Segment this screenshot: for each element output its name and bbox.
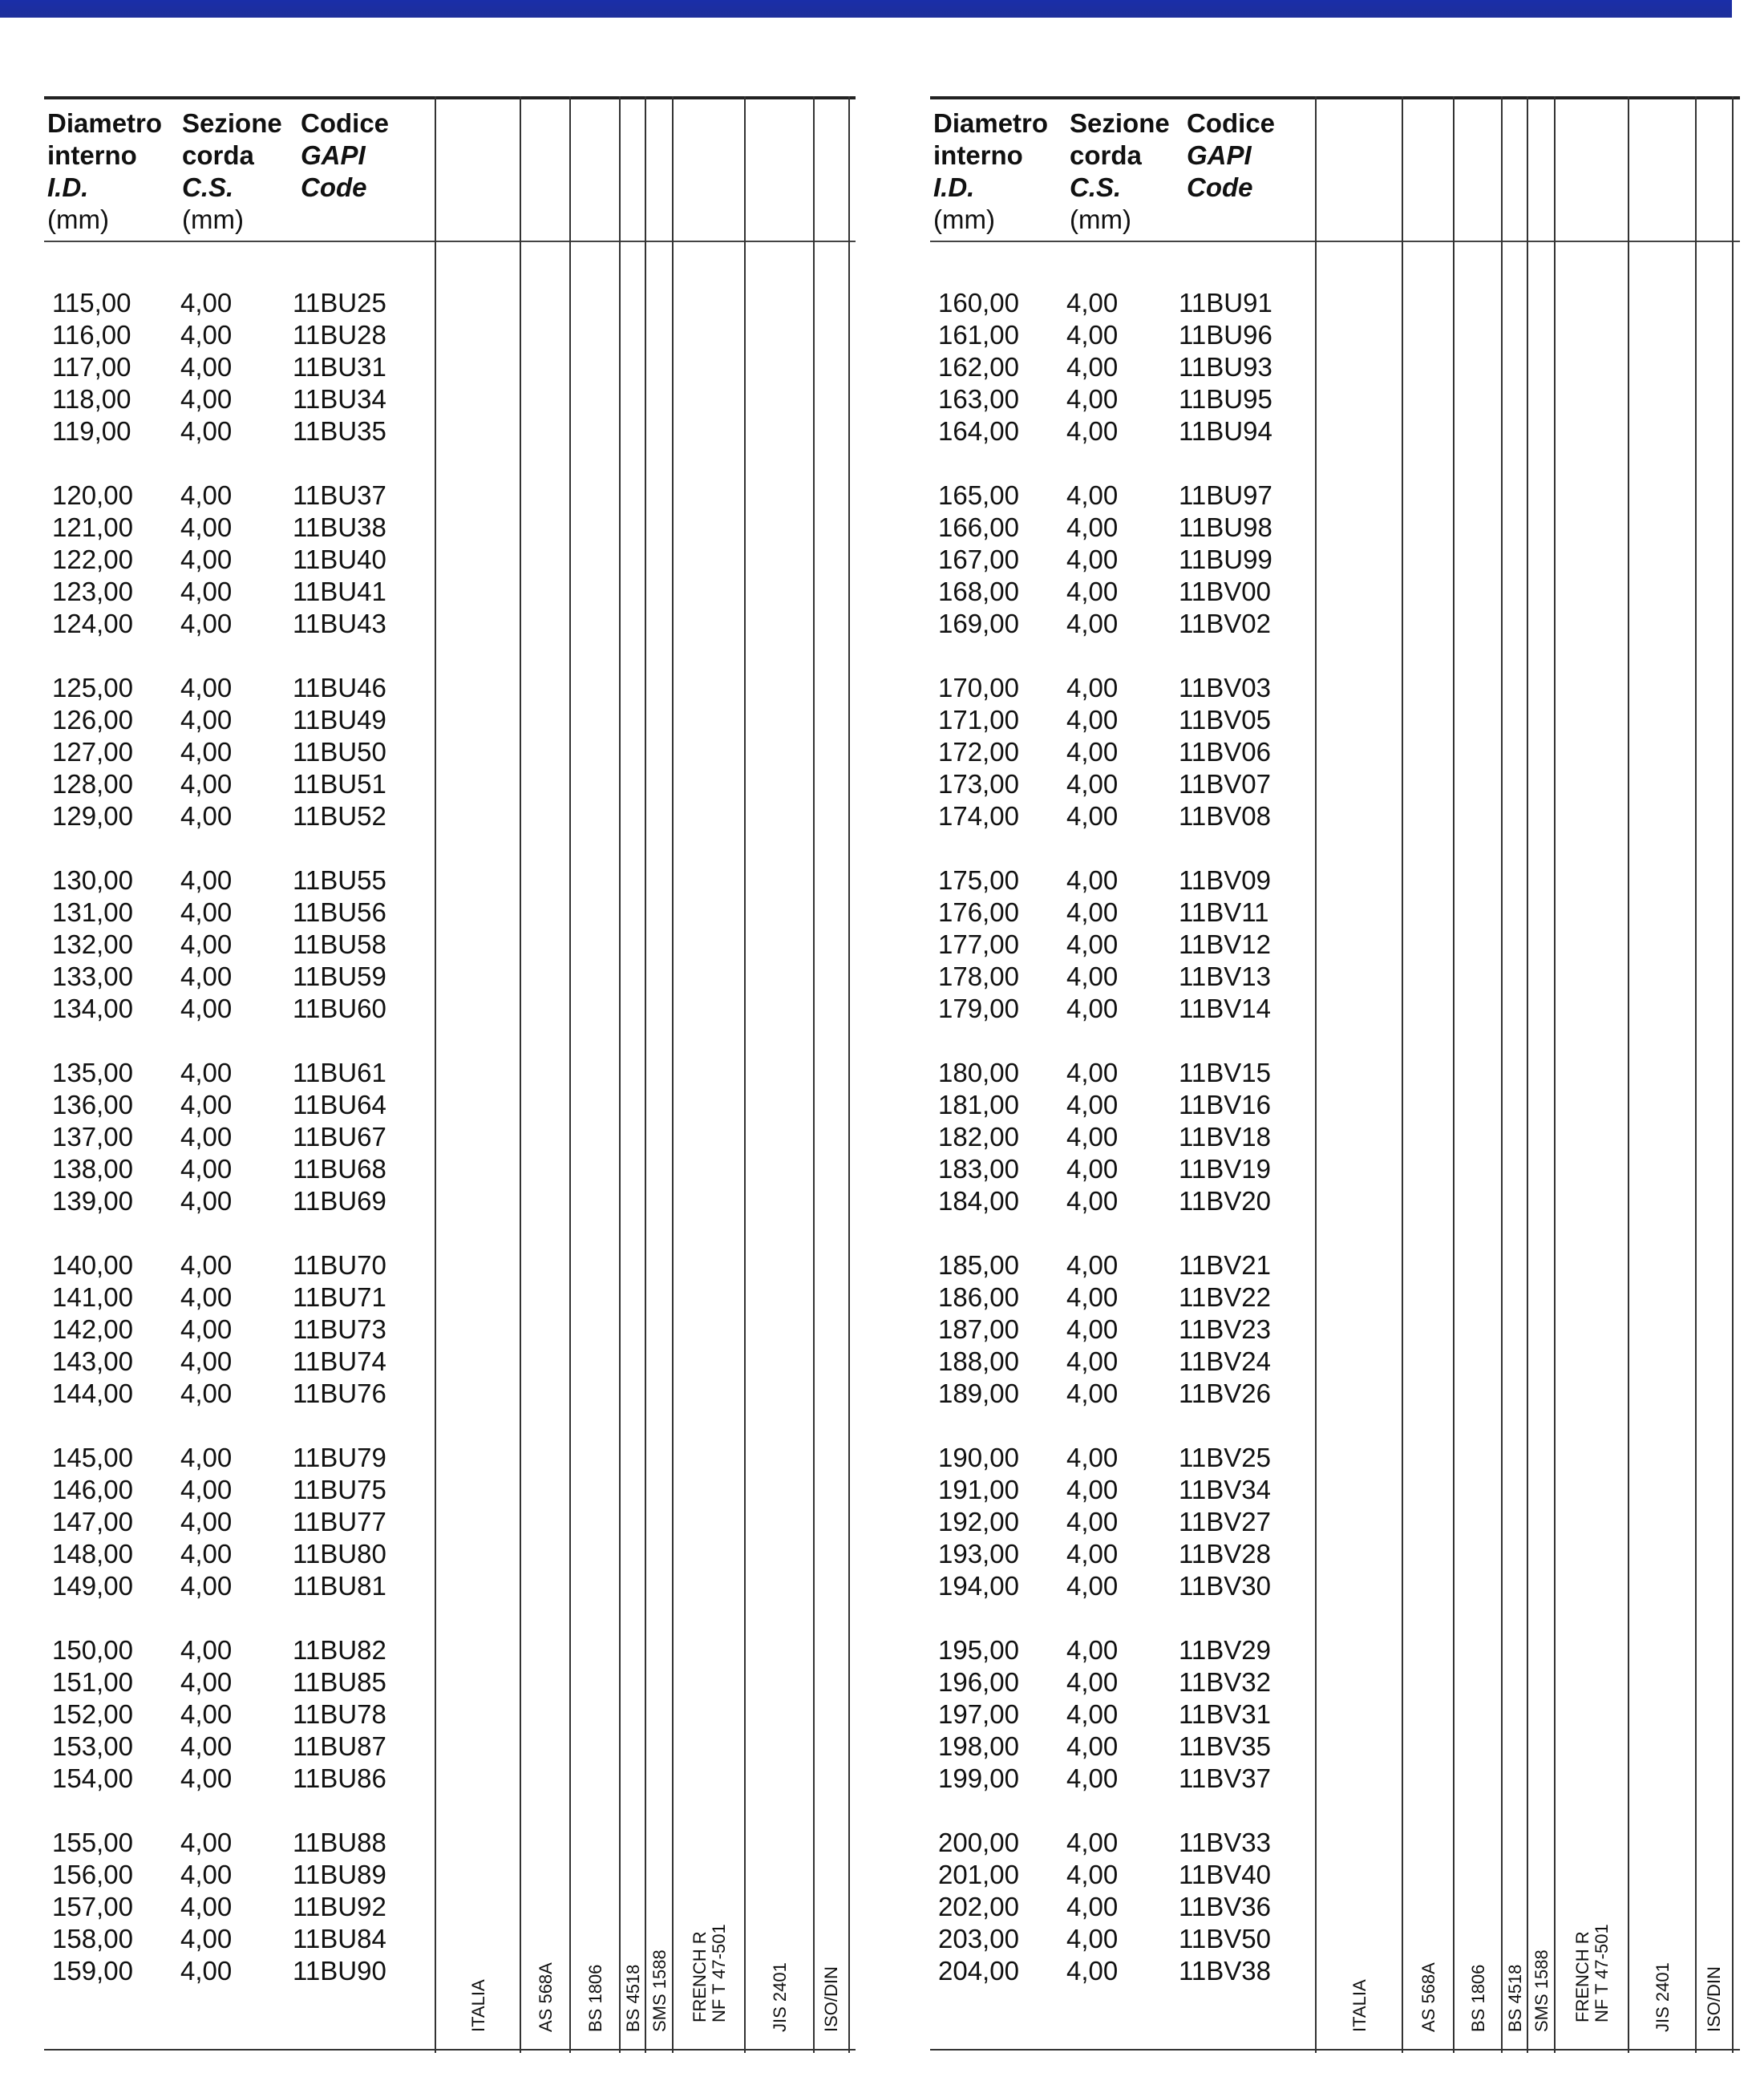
diameter-cell: 171,00	[938, 705, 1019, 735]
diameter-cell: 130,00	[52, 865, 133, 895]
code-cell: 11BV35	[1179, 1731, 1271, 1761]
code-cell: 11BU84	[293, 1924, 386, 1953]
code-cell: 11BV11	[1179, 897, 1269, 927]
diameter-cell: 193,00	[938, 1539, 1019, 1569]
diameter-cell: 204,00	[938, 1956, 1019, 1986]
diameter-cell: 147,00	[52, 1507, 133, 1536]
code-cell: 11BV00	[1179, 577, 1271, 606]
diameter-cell: 158,00	[52, 1924, 133, 1953]
code-cell: 11BU68	[293, 1154, 386, 1184]
code-cell: 11BU88	[293, 1828, 386, 1857]
section-cell: 4,00	[180, 1828, 233, 1857]
diameter-cell: 141,00	[52, 1282, 133, 1312]
diameter-cell: 146,00	[52, 1475, 133, 1504]
code-cell: 11BV26	[1179, 1378, 1271, 1408]
column-bs1806: BS 1806	[569, 96, 621, 2053]
section-cell: 4,00	[1066, 1507, 1119, 1536]
diameter-cell: 165,00	[938, 480, 1019, 510]
code-cell: 11BV16	[1179, 1090, 1271, 1119]
diameter-cell: 128,00	[52, 769, 133, 799]
section-cell: 4,00	[180, 1892, 233, 1921]
column-french: FRENCH R NF T 47-501	[1554, 96, 1629, 2053]
column-italia: ITALIA	[1315, 96, 1403, 2053]
section-cell: 4,00	[180, 1475, 233, 1504]
code-cell: 11BV32	[1179, 1667, 1271, 1697]
section-cell: 4,00	[1066, 1571, 1119, 1601]
column-bs4518: BS 4518	[619, 96, 646, 2053]
section-cell: 4,00	[1066, 1186, 1119, 1216]
section-cell: 4,00	[1066, 1860, 1119, 1889]
code-cell: 11BU85	[293, 1667, 386, 1697]
code-cell: 11BV03	[1179, 673, 1271, 702]
section-cell: 4,00	[1066, 801, 1119, 831]
code-cell: 11BV14	[1179, 994, 1271, 1023]
diameter-cell: 139,00	[52, 1186, 133, 1216]
section-cell: 4,00	[1066, 1635, 1119, 1665]
section-cell: 4,00	[180, 705, 233, 735]
code-cell: 11BV13	[1179, 962, 1271, 991]
code-cell: 11BU73	[293, 1314, 386, 1344]
code-cell: 11BU64	[293, 1090, 386, 1119]
diameter-cell: 164,00	[938, 416, 1019, 446]
diameter-cell: 153,00	[52, 1731, 133, 1761]
code-cell: 11BU91	[1179, 288, 1272, 318]
section-cell: 4,00	[180, 801, 233, 831]
diameter-cell: 200,00	[938, 1828, 1019, 1857]
section-cell: 4,00	[180, 1571, 233, 1601]
section-cell: 4,00	[1066, 1090, 1119, 1119]
code-cell: 11BU58	[293, 929, 386, 959]
code-cell: 11BU77	[293, 1507, 386, 1536]
section-cell: 4,00	[1066, 769, 1119, 799]
diameter-cell: 116,00	[52, 320, 131, 350]
diameter-cell: 190,00	[938, 1443, 1019, 1472]
code-cell: 11BU43	[293, 609, 386, 638]
column-italia: ITALIA	[435, 96, 521, 2053]
code-cell: 11BU80	[293, 1539, 386, 1569]
section-cell: 4,00	[180, 1186, 233, 1216]
section-cell: 4,00	[1066, 352, 1119, 382]
diameter-cell: 198,00	[938, 1731, 1019, 1761]
diameter-cell: 202,00	[938, 1892, 1019, 1921]
code-cell: 11BV40	[1179, 1860, 1271, 1889]
diameter-cell: 173,00	[938, 769, 1019, 799]
code-cell: 11BV02	[1179, 609, 1271, 638]
section-cell: 4,00	[1066, 384, 1119, 414]
section-cell: 4,00	[1066, 1731, 1119, 1761]
section-cell: 4,00	[180, 1539, 233, 1569]
section-cell: 4,00	[1066, 577, 1119, 606]
diameter-cell: 132,00	[52, 929, 133, 959]
code-cell: 11BV25	[1179, 1443, 1271, 1472]
code-cell: 11BU40	[293, 545, 386, 574]
section-cell: 4,00	[1066, 1763, 1119, 1793]
section-cell: 4,00	[180, 416, 233, 446]
diameter-cell: 185,00	[938, 1250, 1019, 1280]
column-as568a: AS 568A	[1402, 96, 1454, 2053]
left-table	[44, 96, 856, 2053]
section-cell: 4,00	[180, 1699, 233, 1729]
code-cell: 11BV06	[1179, 737, 1271, 767]
code-cell: 11BU78	[293, 1699, 386, 1729]
diameter-cell: 175,00	[938, 865, 1019, 895]
diameter-cell: 182,00	[938, 1122, 1019, 1152]
section-cell: 4,00	[180, 1443, 233, 1472]
section-cell: 4,00	[180, 737, 233, 767]
diameter-cell: 142,00	[52, 1314, 133, 1344]
code-cell: 11BU69	[293, 1186, 386, 1216]
diameter-cell: 122,00	[52, 545, 133, 574]
diameter-cell: 117,00	[52, 352, 131, 382]
section-cell: 4,00	[1066, 1443, 1119, 1472]
code-cell: 11BU79	[293, 1443, 386, 1472]
code-cell: 11BU55	[293, 865, 386, 895]
section-cell: 4,00	[180, 545, 233, 574]
section-cell: 4,00	[1066, 1539, 1119, 1569]
section-cell: 4,00	[1066, 512, 1119, 542]
code-cell: 11BU94	[1179, 416, 1272, 446]
section-cell: 4,00	[180, 897, 233, 927]
code-cell: 11BU71	[293, 1282, 386, 1312]
diameter-cell: 167,00	[938, 545, 1019, 574]
code-cell: 11BV31	[1179, 1699, 1271, 1729]
header-code: Codice GAPI Code	[1187, 108, 1276, 202]
column-jis2401: JIS 2401	[1628, 96, 1697, 2053]
section-cell: 4,00	[180, 1667, 233, 1697]
diameter-cell: 138,00	[52, 1154, 133, 1184]
header-diameter: Diametro interno I.D. (mm)	[933, 108, 1049, 234]
section-cell: 4,00	[180, 1924, 233, 1953]
diameter-cell: 143,00	[52, 1346, 133, 1376]
code-cell: 11BU97	[1179, 480, 1272, 510]
code-cell: 11BV19	[1179, 1154, 1271, 1184]
diameter-cell: 178,00	[938, 962, 1019, 991]
code-cell: 11BU50	[293, 737, 386, 767]
code-cell: 11BU74	[293, 1346, 386, 1376]
column-bs1806: BS 1806	[1453, 96, 1503, 2053]
section-cell: 4,00	[1066, 545, 1119, 574]
code-cell: 11BV21	[1179, 1250, 1271, 1280]
diameter-cell: 157,00	[52, 1892, 133, 1921]
diameter-cell: 155,00	[52, 1828, 133, 1857]
diameter-cell: 199,00	[938, 1763, 1019, 1793]
code-cell: 11BU28	[293, 320, 386, 350]
section-cell: 4,00	[1066, 737, 1119, 767]
section-cell: 4,00	[180, 352, 233, 382]
code-cell: 11BU35	[293, 416, 386, 446]
diameter-cell: 201,00	[938, 1860, 1019, 1889]
code-cell: 11BV23	[1179, 1314, 1271, 1344]
section-cell: 4,00	[1066, 1828, 1119, 1857]
diameter-cell: 168,00	[938, 577, 1019, 606]
section-cell: 4,00	[180, 929, 233, 959]
diameter-cell: 154,00	[52, 1763, 133, 1793]
diameter-cell: 123,00	[52, 577, 133, 606]
diameter-cell: 136,00	[52, 1090, 133, 1119]
section-cell: 4,00	[1066, 288, 1119, 318]
diameter-cell: 184,00	[938, 1186, 1019, 1216]
diameter-cell: 196,00	[938, 1667, 1019, 1697]
code-cell: 11BU89	[293, 1860, 386, 1889]
column-isodin: ISO/DIN	[1695, 96, 1734, 2053]
diameter-cell: 119,00	[52, 416, 131, 446]
code-cell: 11BU59	[293, 962, 386, 991]
code-cell: 11BU95	[1179, 384, 1272, 414]
code-cell: 11BU75	[293, 1475, 386, 1504]
code-cell: 11BU52	[293, 801, 386, 831]
diameter-cell: 189,00	[938, 1378, 1019, 1408]
section-cell: 4,00	[1066, 480, 1119, 510]
diameter-cell: 149,00	[52, 1571, 133, 1601]
section-cell: 4,00	[1066, 705, 1119, 735]
diameter-cell: 150,00	[52, 1635, 133, 1665]
section-cell: 4,00	[1066, 1282, 1119, 1312]
diameter-cell: 126,00	[52, 705, 133, 735]
code-cell: 11BV05	[1179, 705, 1271, 735]
section-cell: 4,00	[180, 1314, 233, 1344]
section-cell: 4,00	[180, 1731, 233, 1761]
diameter-cell: 169,00	[938, 609, 1019, 638]
code-cell: 11BU76	[293, 1378, 386, 1408]
code-cell: 11BU87	[293, 1731, 386, 1761]
diameter-cell: 120,00	[52, 480, 133, 510]
diameter-cell: 203,00	[938, 1924, 1019, 1953]
section-cell: 4,00	[1066, 1699, 1119, 1729]
code-cell: 11BV09	[1179, 865, 1271, 895]
code-cell: 11BV12	[1179, 929, 1271, 959]
code-cell: 11BU34	[293, 384, 386, 414]
code-cell: 11BU67	[293, 1122, 386, 1152]
diameter-cell: 124,00	[52, 609, 133, 638]
code-cell: 11BV15	[1179, 1058, 1271, 1087]
diameter-cell: 181,00	[938, 1090, 1019, 1119]
diameter-cell: 140,00	[52, 1250, 133, 1280]
section-cell: 4,00	[1066, 1892, 1119, 1921]
section-cell: 4,00	[1066, 1667, 1119, 1697]
code-cell: 11BV27	[1179, 1507, 1271, 1536]
section-cell: 4,00	[180, 994, 233, 1023]
section-cell: 4,00	[1066, 929, 1119, 959]
diameter-cell: 172,00	[938, 737, 1019, 767]
column-french: FRENCH R NF T 47-501	[672, 96, 746, 2053]
code-cell: 11BU86	[293, 1763, 386, 1793]
diameter-cell: 188,00	[938, 1346, 1019, 1376]
section-cell: 4,00	[180, 769, 233, 799]
section-cell: 4,00	[1066, 673, 1119, 702]
section-cell: 4,00	[1066, 1924, 1119, 1953]
section-cell: 4,00	[180, 577, 233, 606]
code-cell: 11BV33	[1179, 1828, 1271, 1857]
section-cell: 4,00	[1066, 1956, 1119, 1986]
section-cell: 4,00	[180, 1507, 233, 1536]
section-cell: 4,00	[180, 288, 233, 318]
section-cell: 4,00	[1066, 994, 1119, 1023]
diameter-cell: 131,00	[52, 897, 133, 927]
diameter-cell: 177,00	[938, 929, 1019, 959]
section-cell: 4,00	[180, 1122, 233, 1152]
header-code: Codice GAPI Code	[301, 108, 390, 202]
section-cell: 4,00	[1066, 897, 1119, 927]
code-cell: 11BU92	[293, 1892, 386, 1921]
diameter-cell: 152,00	[52, 1699, 133, 1729]
diameter-cell: 145,00	[52, 1443, 133, 1472]
section-cell: 4,00	[1066, 1122, 1119, 1152]
code-cell: 11BV22	[1179, 1282, 1271, 1312]
diameter-cell: 151,00	[52, 1667, 133, 1697]
section-cell: 4,00	[1066, 1346, 1119, 1376]
section-cell: 4,00	[180, 1282, 233, 1312]
diameter-cell: 129,00	[52, 801, 133, 831]
code-cell: 11BU81	[293, 1571, 386, 1601]
diameter-cell: 194,00	[938, 1571, 1019, 1601]
diameter-cell: 160,00	[938, 288, 1019, 318]
section-cell: 4,00	[1066, 1058, 1119, 1087]
section-cell: 4,00	[180, 609, 233, 638]
code-cell: 11BU93	[1179, 352, 1272, 382]
diameter-cell: 148,00	[52, 1539, 133, 1569]
section-cell: 4,00	[180, 1860, 233, 1889]
diameter-cell: 191,00	[938, 1475, 1019, 1504]
section-cell: 4,00	[180, 1635, 233, 1665]
diameter-cell: 180,00	[938, 1058, 1019, 1087]
code-cell: 11BU70	[293, 1250, 386, 1280]
diameter-cell: 137,00	[52, 1122, 133, 1152]
column-sms1588: SMS 1588	[1527, 96, 1556, 2053]
diameter-cell: 186,00	[938, 1282, 1019, 1312]
section-cell: 4,00	[1066, 1154, 1119, 1184]
diameter-cell: 179,00	[938, 994, 1019, 1023]
code-cell: 11BV37	[1179, 1763, 1271, 1793]
diameter-cell: 115,00	[52, 288, 131, 318]
code-cell: 11BU31	[293, 352, 386, 382]
section-cell: 4,00	[1066, 1314, 1119, 1344]
diameter-cell: 127,00	[52, 737, 133, 767]
header-section: Sezione corda C.S. (mm)	[1070, 108, 1170, 234]
diameter-cell: 162,00	[938, 352, 1019, 382]
section-cell: 4,00	[1066, 416, 1119, 446]
code-cell: 11BU51	[293, 769, 386, 799]
diameter-cell: 195,00	[938, 1635, 1019, 1665]
header-section: Sezione corda C.S. (mm)	[182, 108, 282, 234]
code-cell: 11BV08	[1179, 801, 1271, 831]
section-cell: 4,00	[1066, 609, 1119, 638]
code-cell: 11BV38	[1179, 1956, 1271, 1986]
code-cell: 11BU46	[293, 673, 386, 702]
section-cell: 4,00	[180, 673, 233, 702]
diameter-cell: 163,00	[938, 384, 1019, 414]
section-cell: 4,00	[180, 1378, 233, 1408]
diameter-cell: 135,00	[52, 1058, 133, 1087]
section-cell: 4,00	[180, 1956, 233, 1986]
diameter-cell: 133,00	[52, 962, 133, 991]
code-cell: 11BU96	[1179, 320, 1272, 350]
right-table	[930, 96, 1740, 2053]
code-cell: 11BV20	[1179, 1186, 1271, 1216]
diameter-cell: 192,00	[938, 1507, 1019, 1536]
diameter-cell: 161,00	[938, 320, 1019, 350]
diameter-cell: 125,00	[52, 673, 133, 702]
diameter-cell: 144,00	[52, 1378, 133, 1408]
section-cell: 4,00	[180, 320, 233, 350]
section-cell: 4,00	[180, 962, 233, 991]
header-diameter: Diametro interno I.D. (mm)	[47, 108, 163, 234]
code-cell: 11BU60	[293, 994, 386, 1023]
code-cell: 11BU56	[293, 897, 386, 927]
section-cell: 4,00	[180, 1154, 233, 1184]
code-cell: 11BU61	[293, 1058, 386, 1087]
section-cell: 4,00	[180, 1090, 233, 1119]
section-cell: 4,00	[180, 1346, 233, 1376]
section-cell: 4,00	[1066, 1378, 1119, 1408]
section-cell: 4,00	[180, 1763, 233, 1793]
diameter-cell: 183,00	[938, 1154, 1019, 1184]
diameter-cell: 176,00	[938, 897, 1019, 927]
code-cell: 11BU90	[293, 1956, 386, 1986]
column-jis2401: JIS 2401	[744, 96, 815, 2053]
diameter-cell: 197,00	[938, 1699, 1019, 1729]
section-cell: 4,00	[1066, 1475, 1119, 1504]
diameter-cell: 156,00	[52, 1860, 133, 1889]
diameter-cell: 134,00	[52, 994, 133, 1023]
code-cell: 11BU38	[293, 512, 386, 542]
diameter-cell: 159,00	[52, 1956, 133, 1986]
code-cell: 11BU37	[293, 480, 386, 510]
code-cell: 11BU98	[1179, 512, 1272, 542]
code-cell: 11BU99	[1179, 545, 1272, 574]
diameter-cell: 174,00	[938, 801, 1019, 831]
code-cell: 11BV29	[1179, 1635, 1271, 1665]
code-cell: 11BU82	[293, 1635, 386, 1665]
code-cell: 11BV24	[1179, 1346, 1271, 1376]
diameter-cell: 187,00	[938, 1314, 1019, 1344]
code-cell: 11BV30	[1179, 1571, 1271, 1601]
code-cell: 11BV50	[1179, 1924, 1271, 1953]
section-cell: 4,00	[1066, 1250, 1119, 1280]
code-cell: 11BV34	[1179, 1475, 1271, 1504]
diameter-cell: 166,00	[938, 512, 1019, 542]
diameter-cell: 118,00	[52, 384, 131, 414]
code-cell: 11BU49	[293, 705, 386, 735]
code-cell: 11BV28	[1179, 1539, 1271, 1569]
column-as568a: AS 568A	[520, 96, 571, 2053]
section-cell: 4,00	[1066, 962, 1119, 991]
code-cell: 11BU41	[293, 577, 386, 606]
section-cell: 4,00	[180, 1058, 233, 1087]
code-cell: 11BV07	[1179, 769, 1271, 799]
section-cell: 4,00	[1066, 865, 1119, 895]
code-cell: 11BV18	[1179, 1122, 1271, 1152]
column-sms1588: SMS 1588	[645, 96, 674, 2053]
diameter-cell: 121,00	[52, 512, 133, 542]
section-cell: 4,00	[180, 384, 233, 414]
section-cell: 4,00	[180, 480, 233, 510]
section-cell: 4,00	[180, 512, 233, 542]
column-isodin: ISO/DIN	[813, 96, 850, 2053]
code-cell: 11BV36	[1179, 1892, 1271, 1921]
section-cell: 4,00	[1066, 320, 1119, 350]
top-color-bar	[0, 0, 1732, 18]
column-bs4518: BS 4518	[1501, 96, 1528, 2053]
section-cell: 4,00	[180, 865, 233, 895]
diameter-cell: 170,00	[938, 673, 1019, 702]
code-cell: 11BU25	[293, 288, 386, 318]
section-cell: 4,00	[180, 1250, 233, 1280]
